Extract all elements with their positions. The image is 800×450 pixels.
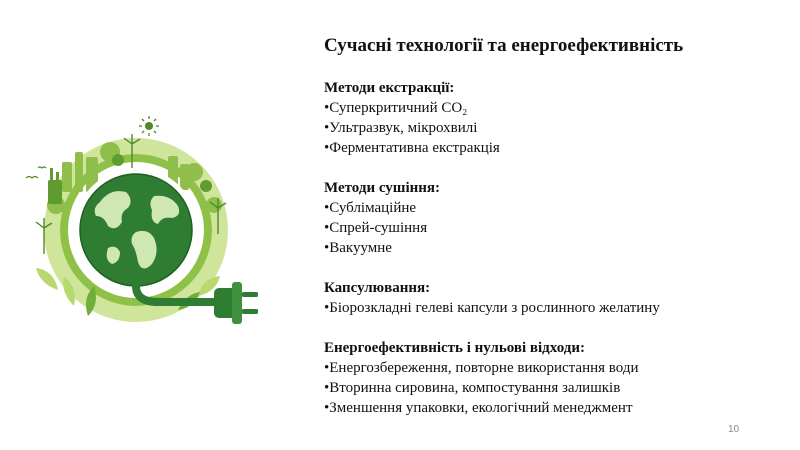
section-extraction	[324, 78, 784, 158]
section-encapsulation	[324, 278, 784, 318]
list-item: •Ультразвук, мікрохвилі	[324, 120, 478, 136]
section-drying	[324, 178, 784, 258]
page-number: 10	[728, 424, 740, 435]
list-item: •Зменшення упаковки, екологічний менеджмент	[324, 400, 633, 416]
list-item: •Сублімаційне	[324, 200, 417, 216]
section-energy-efficiency	[324, 338, 784, 418]
section-heading: Енергоефективність і нульові відходи:	[324, 340, 585, 356]
list-item: •Біорозкладні гелеві капсули з рослинного желатину	[324, 300, 660, 316]
list-item: •Вакуумне	[324, 240, 392, 256]
section-heading: Методи сушіння:	[324, 180, 441, 196]
section-heading: Капсулювання:	[324, 280, 431, 296]
slide-title: Сучасні технології та енергоефективність	[324, 35, 684, 56]
list-item: •Ферментативна екстракція	[324, 140, 500, 156]
content-area	[324, 34, 784, 418]
list-item: •Вторинна сировина, компостування залишків	[324, 380, 621, 396]
list-item: •Енергозбереження, повторне використання води	[324, 360, 639, 376]
list-item: •Суперкритичний СО₂	[324, 100, 468, 116]
section-heading: Методи екстракції:	[324, 80, 455, 96]
eco-globe-plug-icon	[18, 110, 280, 340]
list-item: •Спрей-сушіння	[324, 220, 428, 236]
